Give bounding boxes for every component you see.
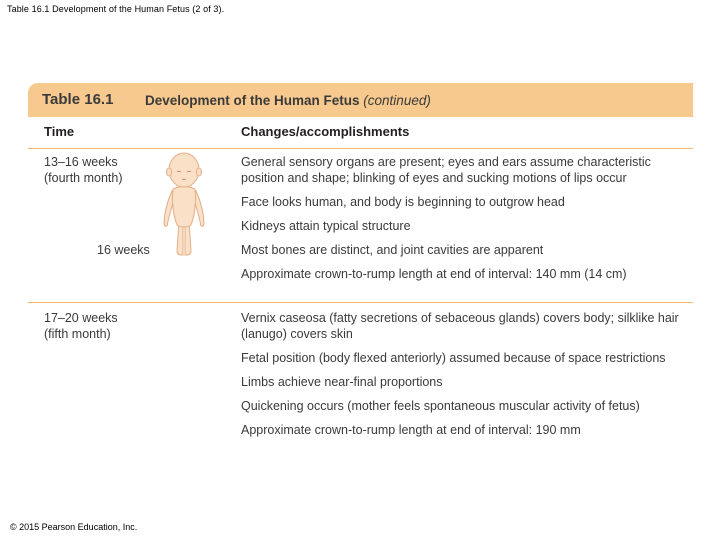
list-item: Vernix caseosa (fatty secretions of sebaceous glands) covers body; silklike hair (lanugo) covers skin [241, 311, 679, 341]
fetus-right-eye [187, 171, 191, 172]
row-1-time-month: (fourth month) [44, 171, 123, 185]
row-1-changes [241, 154, 681, 290]
header-divider [28, 148, 693, 149]
list-item: General sensory organs are present; eyes and ears assume characteristic position and shape; blinking of eyes and sucking motions of lips occur [241, 155, 651, 185]
table-label: Table 16.1 [42, 91, 114, 108]
row-2-time-month: (fifth month) [44, 327, 111, 341]
row-2-time [44, 310, 118, 342]
list-item: Fetal position (body flexed anteriorly) assumed because of space restrictions [241, 351, 666, 365]
copyright-notice: © 2015 Pearson Education, Inc. [10, 522, 138, 532]
column-header-time: Time [44, 124, 75, 139]
row-2-changes [241, 310, 681, 446]
fetus-figure-label: 16 weeks [97, 243, 150, 257]
list-item: Quickening occurs (mother feels spontaneous muscular activity of fetus) [241, 399, 640, 413]
fetus-illustration [155, 151, 213, 257]
fetus-left-eye [177, 171, 181, 172]
list-item: Most bones are distinct, and joint cavities are apparent [241, 243, 544, 257]
fetus-mouth [182, 179, 186, 180]
fetus-torso [173, 187, 196, 228]
fetal-development-table [28, 83, 693, 513]
fetus-left-ear [167, 168, 172, 176]
table-title [145, 93, 431, 108]
list-item: Approximate crown-to-rump length at end of interval: 190 mm [241, 423, 581, 437]
fetus-right-ear [197, 168, 202, 176]
row-1-time-range: 13–16 weeks [44, 155, 118, 169]
row-1-time [44, 154, 123, 186]
table-title-text: Development of the Human Fetus [145, 93, 360, 108]
fetus-head [169, 153, 199, 187]
list-item: Approximate crown-to-rump length at end of interval: 140 mm (14 cm) [241, 267, 627, 281]
column-header-changes: Changes/accomplishments [241, 124, 410, 139]
table-header-band [28, 83, 693, 117]
list-item: Face looks human, and body is beginning to outgrow head [241, 195, 565, 209]
row-2-time-range: 17–20 weeks [44, 311, 118, 325]
list-item: Kidneys attain typical structure [241, 219, 411, 233]
list-item: Limbs achieve near-final proportions [241, 375, 443, 389]
row-divider [28, 302, 693, 303]
slide-title: Table 16.1 Development of the Human Fetus (2 of 3). [7, 4, 225, 14]
table-title-suffix: (continued) [363, 93, 431, 108]
